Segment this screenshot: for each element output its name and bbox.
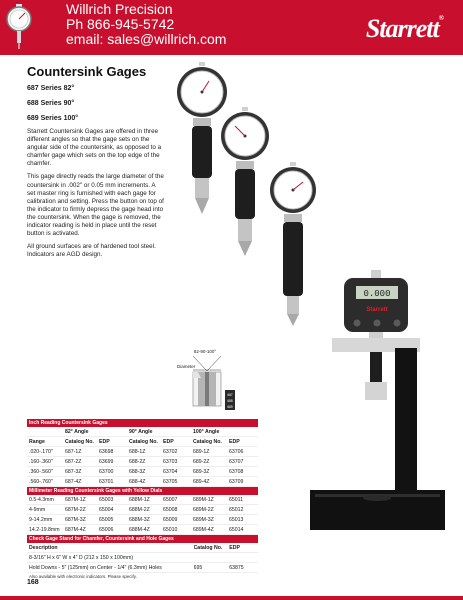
table-note: Also available with electronic indicators. Please specify. [29, 574, 137, 579]
table-row: .560-.760" 687-4Z 63701 688-4Z 63705 689-4Z 63709 [27, 477, 258, 487]
table-row: .360-.560" 687-3Z 63700 688-3Z 63704 689-3Z 63708 [27, 467, 258, 477]
col-description: Description [29, 544, 58, 551]
col-edp: EDP [163, 438, 174, 445]
brand-logo-text: Starrett [365, 14, 439, 43]
description-paragraph: Starrett Countersink Gages are offered in three different angles so that the gage sets on the angular side of the countersink, as opposed to a chamfer gage which sets on the top edge of the chamfer. [27, 128, 162, 168]
stand-catalog-no: 695 [193, 564, 203, 571]
side-code-688: 688 [227, 399, 233, 403]
col-catalog: Catalog No. [193, 544, 223, 551]
catalog-table [27, 419, 258, 579]
diagram-diameter-label: Diameter [177, 364, 196, 369]
series-82: 687 Series 82° [27, 85, 75, 92]
phone-number: Ph 866-945-5742 [66, 16, 175, 32]
contact-info [66, 2, 226, 47]
description-paragraph: This gage directly reads the large diameter of the countersink in .002" or 0.05 mm increments. A set master ring is furnished with each gage for calibration and setting. Press the button on top of the indicator to firmly depress the gage head into the countersink. When the gage is removed, the indicator reading is held in place until the reset button is activated. [27, 173, 164, 238]
brand-logo [366, 14, 443, 44]
table-row: .020-.170" 687-1Z 63698 688-1Z 63702 689-1Z 63706 [27, 447, 258, 457]
inch-section-title: Inch Reading Countersink Gages [27, 419, 258, 427]
stand-hold-downs: Hold Downs - 5" (125mm) on Center - 1/4" (6.3mm) Holes [29, 564, 162, 571]
page-header [0, 0, 463, 55]
side-code-687: 687 [227, 393, 233, 397]
diagram-angle-label: 82-90-100° [193, 349, 217, 354]
mm-section-title: Millimeter Reading Countersink Gages with Yellow Dials [27, 487, 258, 495]
series-100: 689 Series 100° [27, 115, 79, 122]
registered-mark: ® [438, 14, 443, 22]
stand-description: 8-3/16" H x 6" W x 4" D (212 x 150 x 100mm) [29, 554, 134, 561]
description-paragraph: All ground surfaces are of hardened tool steel. Indicators are AGD design. [27, 243, 156, 259]
gage-stand-photo [305, 270, 455, 548]
col-edp: EDP [99, 438, 110, 445]
col-catalog: Catalog No. [129, 438, 158, 445]
table-row: 9-14.2mm 687M-3Z 65005 688M-3Z 65009 689M-3Z 65013 [27, 515, 258, 525]
col-edp: EDP [229, 438, 240, 445]
angle-header-row [27, 427, 258, 437]
page-number: 168 [27, 579, 39, 586]
table-row [27, 563, 258, 573]
footer-rule [0, 596, 463, 600]
series-90: 688 Series 90° [27, 100, 75, 107]
company-name: Willrich Precision [66, 1, 173, 17]
stand-section-title: Check Gage Stand for Chamfer, Countersink and Hole Gages [27, 535, 258, 543]
angle-82-header: 82° Angle [65, 428, 89, 435]
col-catalog: Catalog No. [193, 438, 222, 445]
email-address[interactable]: email: sales@willrich.com [66, 31, 227, 47]
indicator-brand: Starrett [366, 307, 388, 313]
stand-header-row [27, 543, 258, 553]
col-catalog: Catalog No. [65, 438, 94, 445]
gage-82 [177, 62, 227, 214]
angle-100-header: 100° Angle [193, 428, 220, 435]
col-range: Range [29, 438, 45, 445]
dial-indicator-icon [4, 4, 34, 50]
countersink-diagram [165, 348, 237, 412]
product-description [27, 128, 165, 264]
column-header-row [27, 437, 258, 447]
table-row: .160-.360" 687-2Z 63699 688-2Z 63703 689-2Z 63707 [27, 457, 258, 467]
table-row: 0.5-4.3mm 687M-1Z 65003 688M-1Z 65007 689M-1Z 65011 [27, 495, 258, 505]
table-row: 4-9mm 687M-2Z 65004 688M-2Z 65008 689M-2Z 65012 [27, 505, 258, 515]
table-row [27, 553, 258, 563]
stand-edp: 63875 [229, 564, 244, 571]
table-row: 14.2-19.8mm 687M-4Z 65006 688M-4Z 65010 689M-4Z 65014 [27, 525, 258, 535]
side-code-689: 689 [227, 405, 233, 409]
gage-90 [221, 107, 269, 256]
col-edp: EDP [229, 544, 240, 551]
indicator-reading: 0.000 [363, 289, 391, 299]
page-title: Countersink Gages [27, 64, 147, 79]
angle-90-header: 90° Angle [129, 428, 153, 435]
